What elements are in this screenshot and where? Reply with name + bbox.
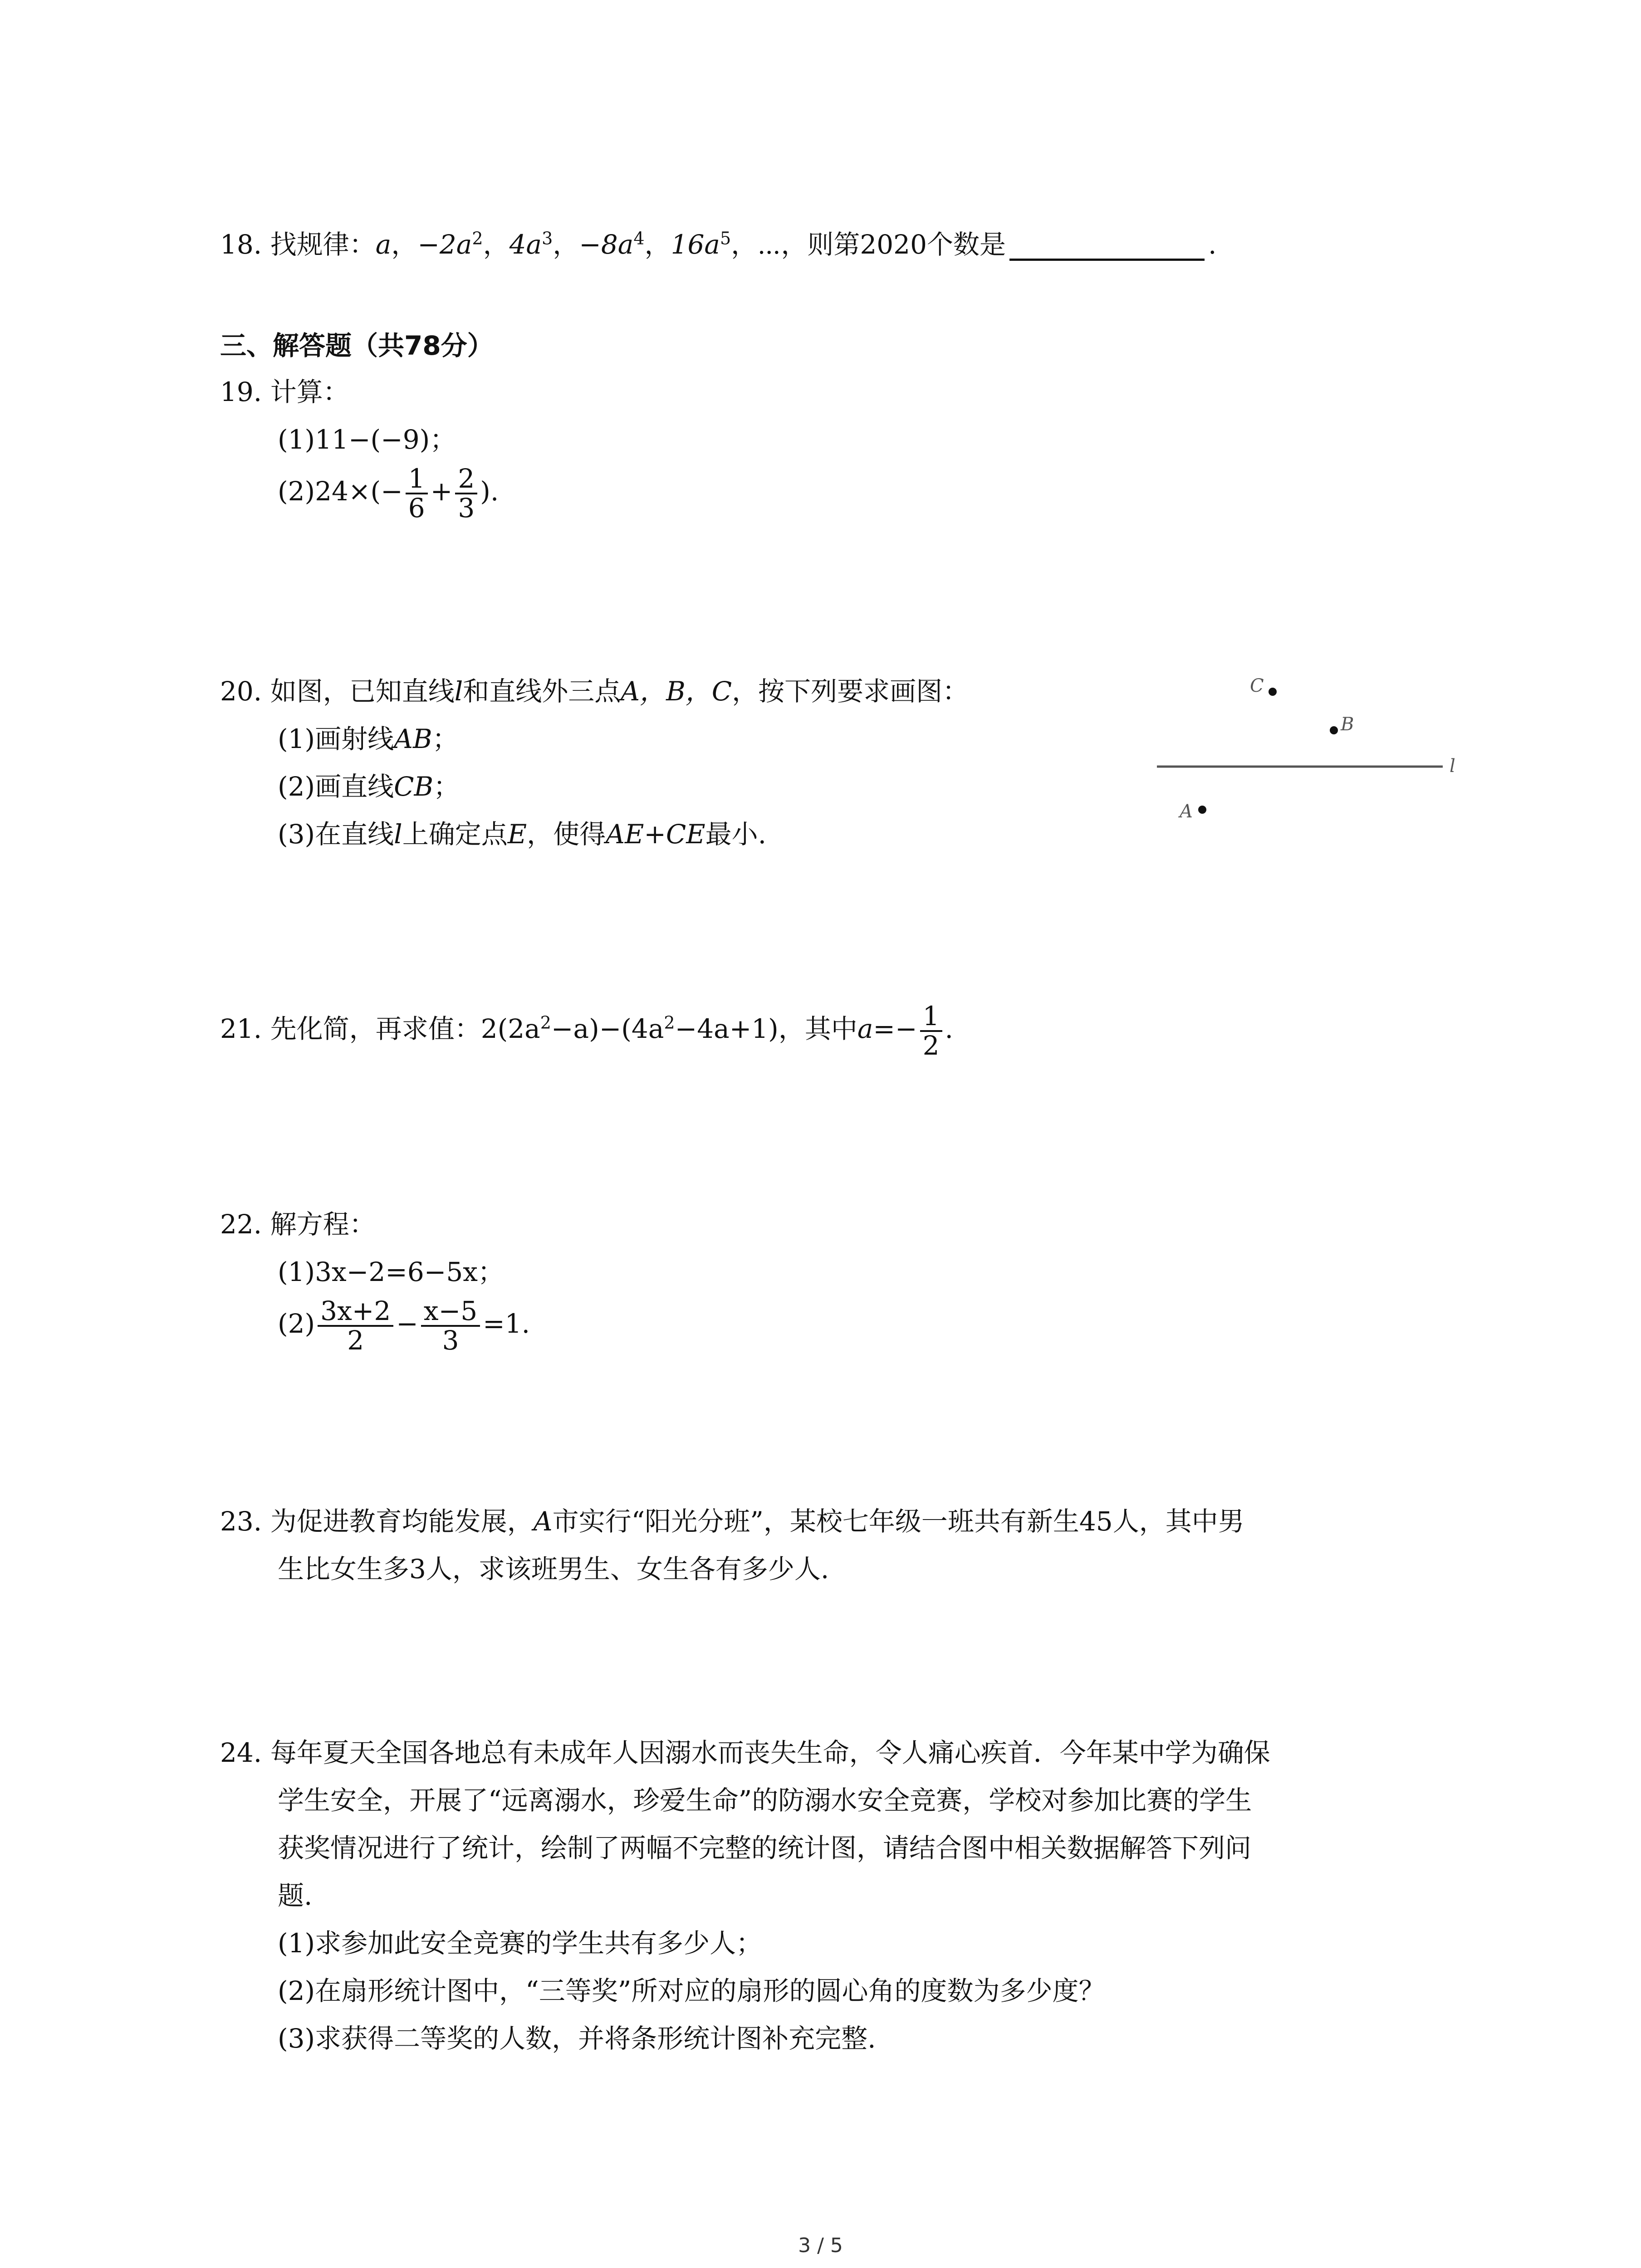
q18-number: 18. xyxy=(220,229,262,260)
question-24-line-3: 获奖情况进行了统计，绘制了两幅不完整的统计图，请结合图中相关数据解答下列问 xyxy=(278,1833,1252,1863)
point-A xyxy=(1198,806,1206,814)
q19-fraction-2: $\frac{2}{3}$ xyxy=(455,465,477,522)
question-19: 19. 计算： xyxy=(220,376,349,407)
q22-part-2: (2) $\frac{3x+2}{2}$ − $\frac{x-5}{3}$ =1. xyxy=(278,1295,530,1356)
label-C: C xyxy=(1250,675,1264,696)
question-23-line-1: 23. 为促进教育均能发展，A市实行“阳光分班”，某校七年级一班共有新生45人，其中男 xyxy=(220,1506,1244,1537)
q19-fraction-1: $\frac{1}{6}$ xyxy=(406,465,428,522)
question-24-line-4: 题. xyxy=(278,1880,313,1911)
q18-term-5: 16a xyxy=(671,229,720,260)
q18-term-2: −2a xyxy=(417,229,472,260)
q20-part-3: (3)在直线l上确定点E，使得AE+CE最小. xyxy=(278,819,767,850)
label-B: B xyxy=(1341,714,1354,735)
section-3-title: 三、解答题（共78分） xyxy=(220,330,494,361)
label-A: A xyxy=(1180,801,1193,822)
q18-answer-blank[interactable] xyxy=(1009,234,1205,261)
question-23-line-2: 生比女生多3人，求该班男生、女生各有多少人. xyxy=(278,1554,829,1584)
q24-part-3: (3)求获得二等奖的人数，并将条形统计图补充完整. xyxy=(278,2023,876,2054)
question-22: 22. 解方程： xyxy=(220,1209,376,1240)
q24-part-2: (2)在扇形统计图中，“三等奖”所对应的扇形的圆心角的度数为多少度？ xyxy=(278,1975,1105,2006)
q18-term-3: 4a xyxy=(509,229,542,260)
q18-ellipsis: ⋯ xyxy=(757,229,781,260)
q20-figure-svg xyxy=(1134,653,1479,844)
label-l: l xyxy=(1450,756,1455,777)
q22-fraction-2: $\frac{x-5}{3}$ xyxy=(421,1297,480,1354)
question-24-line-2: 学生安全，开展了“远离溺水，珍爱生命”的防溺水安全竞赛，学校对参加比赛的学生 xyxy=(278,1785,1252,1816)
q21-fraction: $\frac{1}{2}$ xyxy=(920,1002,942,1060)
q24-part-1: (1)求参加此安全竞赛的学生共有多少人； xyxy=(278,1928,763,1959)
question-21: 21. 先化简，再求值：$2(2a^2-a)-(4a^2-4a+1)$，其中a=− $\frac{1}{2}$ . xyxy=(220,1001,953,1061)
point-C xyxy=(1269,688,1277,696)
q19-part-1: (1)11−(−9)； xyxy=(278,424,456,455)
question-20: 20. 如图，已知直线l和直线外三点A，B，C，按下列要求画图： xyxy=(220,676,969,707)
page-number: 3 / 5 xyxy=(798,2234,843,2257)
question-24-line-1: 24. 每年夏天全国各地总有未成年人因溺水而丧失生命，令人痛心疾首．今年某中学为确保 xyxy=(220,1737,1270,1768)
q22-part-1: (1)3x−2=6−5x； xyxy=(278,1256,504,1287)
q18-term-4: −8a xyxy=(579,229,634,260)
point-B xyxy=(1330,726,1338,734)
q18-term-1: a xyxy=(375,229,392,260)
q18-prefix: 找规律： xyxy=(270,229,376,260)
q20-part-2: (2)画直线CB； xyxy=(278,771,460,802)
q20-geometry-figure xyxy=(1134,653,1479,844)
q19-part-2: (2)24×(− $\frac{1}{6}$ + $\frac{2}{3}$ ). xyxy=(278,463,499,523)
q18-suffix: ，则第2020个数是 xyxy=(781,229,1006,260)
question-18: 18. 找规律：a，$-2a^2$，$4a^3$，$-8a^4$，$16a^5$，⋯，则第2020个数是 . xyxy=(220,228,1217,260)
q20-part-1: (1)画射线AB； xyxy=(278,723,459,754)
q22-fraction-1: $\frac{3x+2}{2}$ xyxy=(318,1297,393,1354)
